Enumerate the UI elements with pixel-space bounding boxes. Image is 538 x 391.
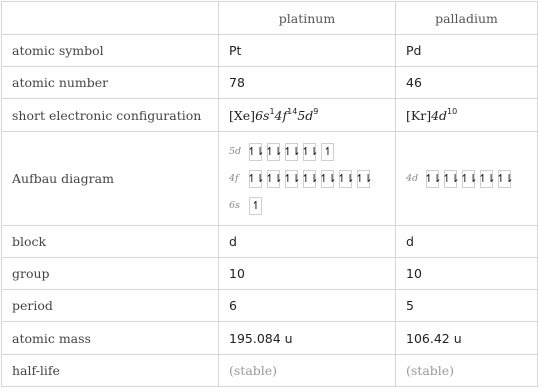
platinum-value: 78 bbox=[219, 67, 396, 99]
paired-electron-box: ↿⇂ bbox=[357, 170, 370, 188]
paired-electron-box: ↿⇂ bbox=[303, 143, 316, 161]
aufbau-orbital-row bbox=[229, 194, 385, 218]
ec-exponent: 1 bbox=[269, 106, 275, 116]
table-row-aufbau bbox=[2, 132, 538, 226]
paired-electron-box: ↿⇂ bbox=[321, 170, 334, 188]
palladium-value: 106.42 u bbox=[396, 322, 538, 355]
table-row bbox=[2, 226, 538, 258]
column-header-platinum: platinum bbox=[219, 2, 396, 35]
paired-electron-box: ↿⇂ bbox=[249, 143, 262, 161]
paired-electron-box: ↿⇂ bbox=[498, 170, 511, 188]
ec-orbital: 4f bbox=[274, 107, 288, 123]
orbital-label: 4f bbox=[229, 173, 239, 184]
paired-electron-box: ↿⇂ bbox=[444, 170, 457, 188]
orbital-label: 6s bbox=[229, 200, 240, 211]
paired-electron-box: ↿⇂ bbox=[480, 170, 493, 188]
paired-electron-box: ↿⇂ bbox=[267, 143, 280, 161]
single-electron-box: ↿ bbox=[249, 197, 262, 215]
row-label: atomic mass bbox=[2, 322, 219, 355]
table-row bbox=[2, 322, 538, 355]
palladium-value: Pd bbox=[396, 35, 538, 67]
platinum-value: d bbox=[219, 226, 396, 258]
paired-electron-box: ↿⇂ bbox=[303, 170, 316, 188]
table-row bbox=[2, 35, 538, 67]
table-header-row bbox=[2, 2, 538, 35]
element-comparison-table bbox=[1, 1, 538, 387]
ec-exponent: 10 bbox=[447, 106, 458, 116]
paired-electron-box: ↿⇂ bbox=[462, 170, 475, 188]
table-row bbox=[2, 99, 538, 132]
paired-electron-box: ↿⇂ bbox=[339, 170, 352, 188]
ec-core: [Xe] bbox=[229, 107, 256, 123]
platinum-value: 10 bbox=[219, 258, 396, 290]
platinum-value: 6 bbox=[219, 290, 396, 322]
palladium-electron-config bbox=[396, 99, 538, 132]
platinum-electron-config bbox=[219, 99, 396, 132]
platinum-value: 195.084 u bbox=[219, 322, 396, 355]
row-label: atomic symbol bbox=[2, 35, 219, 67]
platinum-value: Pt bbox=[219, 35, 396, 67]
ec-exponent: 9 bbox=[313, 106, 319, 116]
paired-electron-box: ↿⇂ bbox=[285, 143, 298, 161]
header-empty-cell bbox=[2, 2, 219, 35]
column-header-palladium: palladium bbox=[396, 2, 538, 35]
ec-orbital: 4d bbox=[431, 107, 448, 123]
table-row bbox=[2, 290, 538, 322]
table-row bbox=[2, 355, 538, 387]
single-electron-box: ↿ bbox=[321, 143, 334, 161]
platinum-value: (stable) bbox=[219, 355, 396, 387]
paired-electron-box: ↿⇂ bbox=[249, 170, 262, 188]
ec-core: [Kr] bbox=[406, 107, 432, 123]
palladium-value: (stable) bbox=[396, 355, 538, 387]
table-row bbox=[2, 67, 538, 99]
palladium-aufbau-diagram bbox=[396, 132, 538, 226]
orbital-label: 4d bbox=[406, 173, 419, 184]
palladium-value: d bbox=[396, 226, 538, 258]
ec-orbital: 5d bbox=[297, 107, 314, 123]
row-label: half-life bbox=[2, 355, 219, 387]
row-label: block bbox=[2, 226, 219, 258]
paired-electron-box: ↿⇂ bbox=[285, 170, 298, 188]
ec-exponent: 14 bbox=[287, 106, 298, 116]
ec-orbital: 6s bbox=[255, 107, 270, 123]
platinum-aufbau-diagram bbox=[219, 132, 396, 226]
palladium-value: 46 bbox=[396, 67, 538, 99]
row-label: short electronic configuration bbox=[2, 99, 219, 132]
row-label: group bbox=[2, 258, 219, 290]
row-label: period bbox=[2, 290, 219, 322]
aufbau-orbital-row bbox=[406, 167, 527, 191]
palladium-value: 10 bbox=[396, 258, 538, 290]
row-label: Aufbau diagram bbox=[2, 132, 219, 226]
palladium-value: 5 bbox=[396, 290, 538, 322]
paired-electron-box: ↿⇂ bbox=[426, 170, 439, 188]
table-row bbox=[2, 258, 538, 290]
orbital-label: 5d bbox=[229, 146, 242, 157]
aufbau-orbital-row bbox=[229, 167, 385, 191]
paired-electron-box: ↿⇂ bbox=[267, 170, 280, 188]
aufbau-orbital-row bbox=[229, 140, 385, 164]
row-label: atomic number bbox=[2, 67, 219, 99]
